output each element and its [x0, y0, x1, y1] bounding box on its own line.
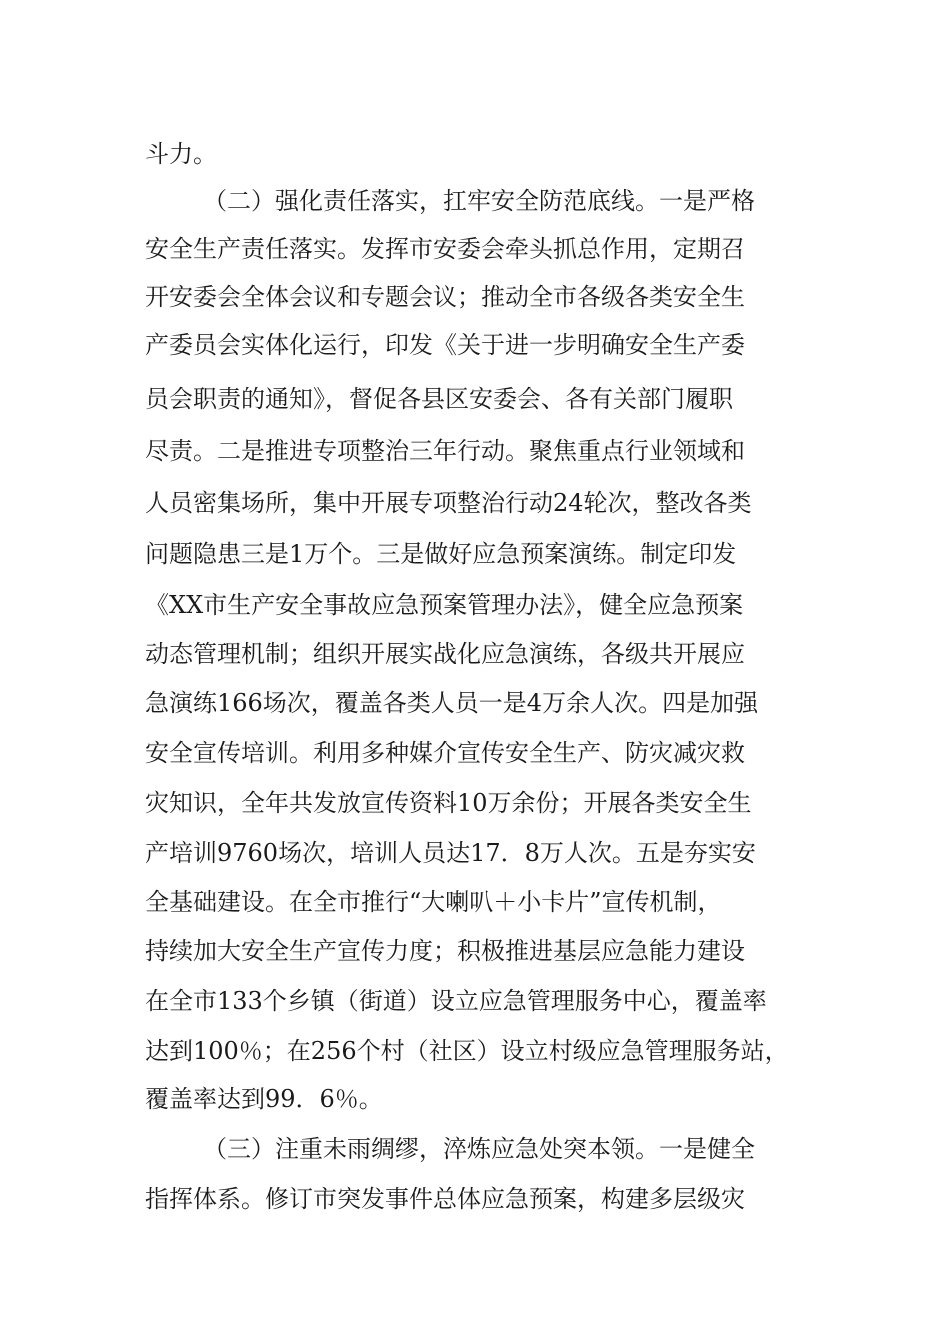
paragraph-line: 《XX市生产安全事故应急预案管理办法》，健全应急预案: [145, 591, 744, 619]
paragraph-line: 持续加大安全生产宣传力度；积极推进基层应急能力建设: [145, 937, 745, 965]
paragraph-line: 尽责。二是推进专项整治三年行动。聚焦重点行业领域和: [145, 437, 745, 465]
paragraph-line: 达到100％；在256个村（社区）设立村级应急管理服务站，: [145, 1037, 789, 1065]
paragraph-line: 问题隐患三是1万个。三是做好应急预案演练。制定印发: [145, 540, 737, 568]
paragraph-line: 灾知识，全年共发放宣传资料10万余份；开展各类安全生: [145, 789, 752, 817]
paragraph-line: 产委员会实体化运行，印发《关于进一步明确安全生产委: [145, 331, 745, 359]
paragraph-line: 覆盖率达到99．6％。: [145, 1085, 383, 1113]
paragraph-line: 员会职责的通知》，督促各县区安委会、各有关部门履职: [145, 385, 733, 413]
paragraph-line: 人员密集场所，集中开展专项整治行动24轮次，整改各类: [145, 489, 752, 517]
paragraph-line: 全基础建设。在全市推行“大喇叭＋小卡片”宣传机制，: [145, 888, 722, 916]
paragraph-line: 急演练166场次，覆盖各类人员一是4万余人次。四是加强: [145, 689, 759, 717]
paragraph-line: 指挥体系。修订市突发事件总体应急预案，构建多层级灾: [145, 1185, 745, 1213]
paragraph-line: 动态管理机制；组织开展实战化应急演练，各级共开展应: [145, 640, 745, 668]
paragraph-line: 产培训9760场次，培训人员达17．8万人次。五是夯实安: [145, 839, 756, 867]
paragraph-line: 安全生产责任落实。发挥市安委会牵头抓总作用，定期召: [145, 235, 745, 263]
paragraph-line: 斗力。: [145, 140, 217, 168]
paragraph-line: 安全宣传培训。利用多种媒介宣传安全生产、防灾减灾救: [145, 739, 745, 767]
paragraph-line: 开安委会全体会议和专题会议；推动全市各级各类安全生: [145, 283, 745, 311]
paragraph-line: 在全市133个乡镇（街道）设立应急管理服务中心，覆盖率: [145, 987, 767, 1015]
section-heading-line: （二）强化责任落实，扛牢安全防范底线。一是严格: [203, 187, 755, 215]
section-heading-line: （三）注重未雨绸缪，淬炼应急处突本领。一是健全: [203, 1135, 755, 1163]
